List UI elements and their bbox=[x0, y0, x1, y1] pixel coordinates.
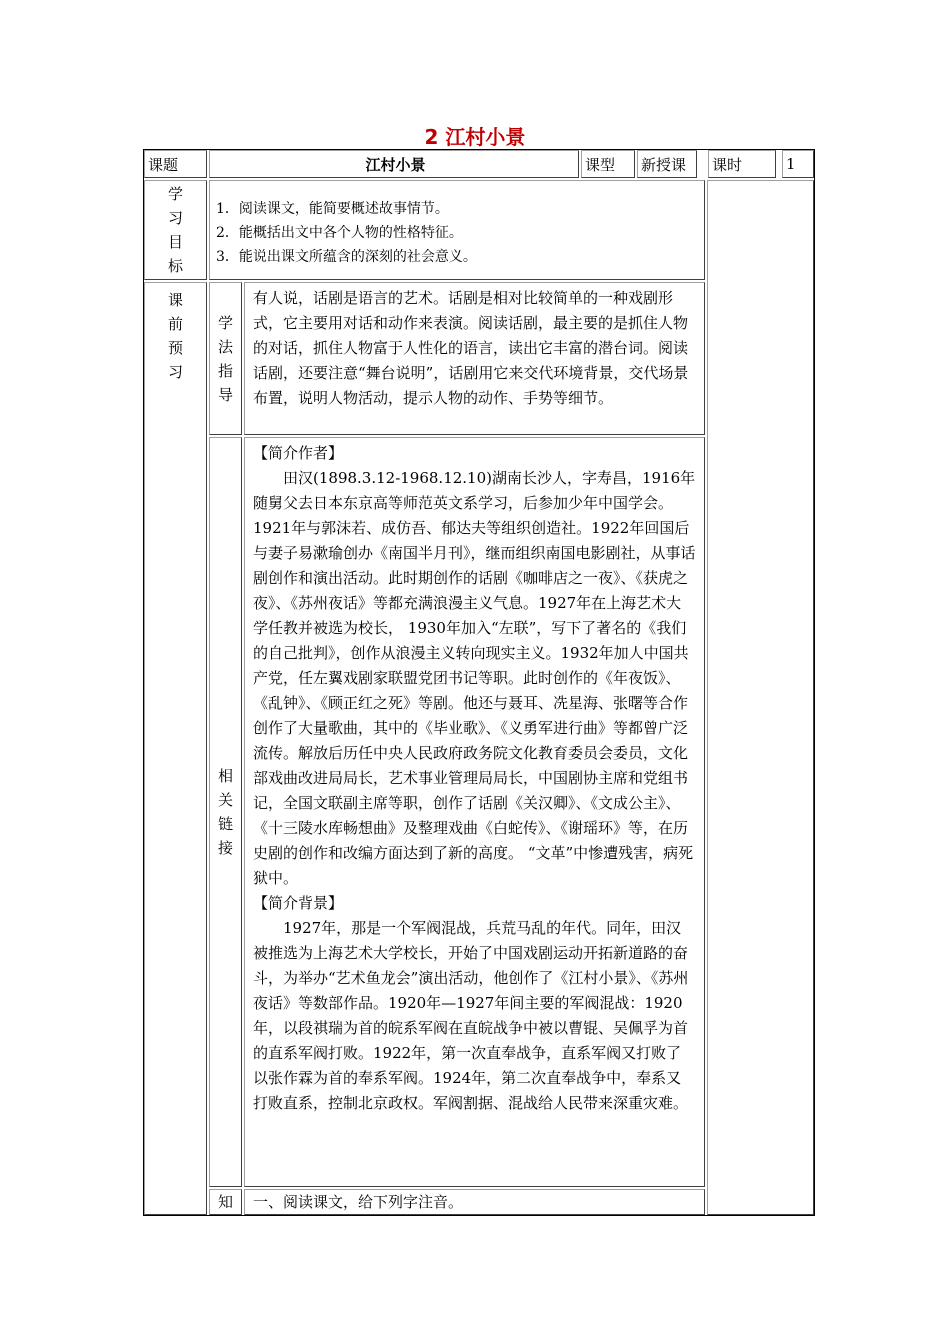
preview-label: 课 前 预 习 bbox=[144, 282, 207, 1215]
objective-item: 3．能说出课文所蕴含的深刻的社会意义。 bbox=[216, 249, 477, 265]
objective-item: 2．能概括出文中各个人物的性格特征。 bbox=[216, 225, 463, 241]
lesson-plan-table bbox=[143, 149, 815, 1216]
topic-value: 江村小景 bbox=[209, 150, 579, 178]
hours-value: 1 bbox=[782, 150, 814, 178]
objective-item: 1．阅读课文，能简要概述故事情节。 bbox=[216, 201, 449, 217]
hours-label: 课时 bbox=[708, 150, 776, 178]
author-heading: 【简介作者】 bbox=[253, 444, 344, 462]
type-label: 课型 bbox=[581, 150, 635, 178]
topic-label: 课题 bbox=[144, 150, 207, 178]
method-text: 有人说，话剧是语言的艺术。话剧是相对比较简单的一种戏剧形式，它主要用对话和动作来表演。阅读话剧，最主要的是抓住人物的对话，抓住人物富于人性化的语言，读出它丰富的潜台词。阅读话剧，还要注意“舞台说明”，话剧用它来交代环境背景，交代场景布置，说明人物活动，提示人物的动作、手势等细节。 bbox=[244, 282, 705, 435]
links-label: 相 关 链 接 bbox=[209, 437, 242, 1187]
background-heading: 【简介背景】 bbox=[253, 894, 344, 912]
objectives-list bbox=[209, 180, 705, 280]
method-label: 学 法 指 导 bbox=[209, 282, 242, 435]
knowledge-label: 知 bbox=[209, 1189, 242, 1215]
type-value: 新授课 bbox=[637, 150, 697, 178]
knowledge-text: 一、阅读课文，给下列字注音。 bbox=[244, 1189, 705, 1215]
objectives-label: 学 习 目 标 bbox=[144, 180, 207, 280]
links-text bbox=[244, 437, 705, 1187]
author-paragraph: 田汉(1898.3.12-1968.12.10)湖南长沙人，字寿昌，1916年随舅父去日本东京高等师范英文系学习，后参加少年中国学会。1921年与郭沫若、成仿吾、郁达夫等组织创造社。1922年回国后与妻子易漱瑜创办《南国半月刊》，继而组织南国电影剧社，从事话剧创作和演出活动。此时期创作的话剧《咖啡店之一夜》、《获虎之夜》、《苏州夜话》等都充满浪漫主义气息。1927年在上海艺术大学任教并被选为校长， 1930年加入“左联”，写下了著名的《我们的自己批判》，创作从浪漫主义转向现实主义。1932年加人中国共产党，任左翼戏剧家联盟党团书记等职。此时创作的《年夜饭》、《乱钟》、《顾正红之死》等剧。他还与聂耳、冼星海、张曙等合作创作了大量歌曲，其中的《毕业歌》、《义勇军进行曲》等都曾广泛流传。解放后历任中央人民政府政务院文化教育委员会委员，文化部戏曲改进局局长，艺术事业管理局局长，中国剧协主席和党组书记，全国文联副主席等职，创作了话剧《关汉卿》、《文成公主》、《十三陵水库畅想曲》及整理戏曲《白蛇传》、《谢瑶环》等，在历史剧的创作和改编方面达到了新的高度。 “文革”中惨遭残害，病死狱中。 bbox=[253, 469, 696, 887]
page-title: 2 江村小景 bbox=[424, 125, 526, 149]
background-paragraph: 1927年，那是一个军阀混战，兵荒马乱的年代。同年，田汉被推选为上海艺术大学校长，开始了中国戏剧运动开拓新道路的奋斗，为举办“艺术鱼龙会”演出活动，他创作了《江村小景》、《苏州夜话》等数部作品。1920年—1927年间主要的军阀混战：1920年，以段祺瑞为首的皖系军阀在直皖战争中被以曹锟、吴佩孚为首的直系军阀打败。1922年，第一次直奉战争，直系军阀又打败了以张作霖为首的奉系军阀。1924年，第二次直奉战争中，奉系又打败直系，控制北京政权。军阀割据、混战给人民带来深重灾难。 bbox=[253, 919, 689, 1112]
notes-column bbox=[707, 180, 814, 1215]
